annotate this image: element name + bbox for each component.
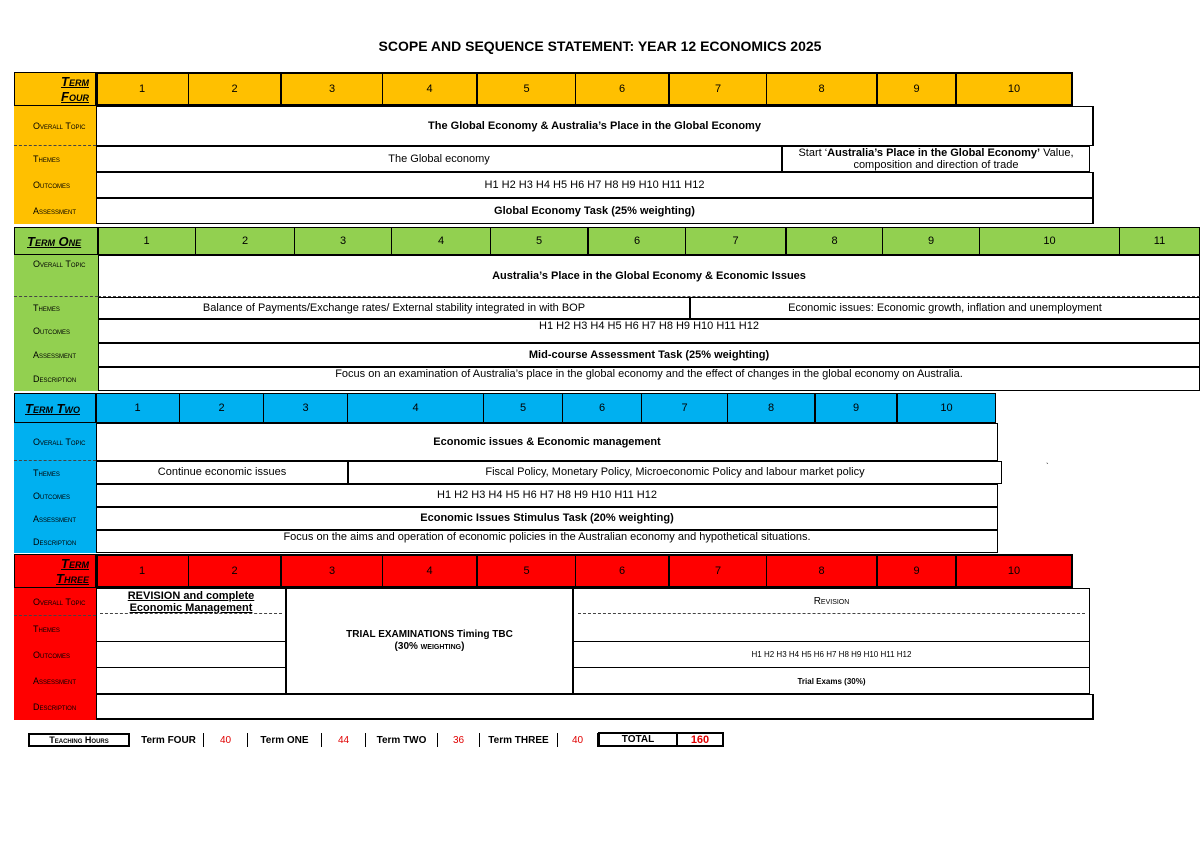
term-three-trial-block bbox=[286, 588, 573, 694]
term-four-outcomes: H1 H2 H3 H4 H5 H6 H7 H8 H9 H10 H11 H12 bbox=[96, 172, 1094, 198]
term-one-outcomes: H1 H2 H3 H4 H5 H6 H7 H8 H9 H10 H11 H12 bbox=[98, 319, 1200, 343]
term-one-outcomes-label: Outcomes bbox=[14, 319, 98, 343]
term-four-theme-2-pre: Start ‘ bbox=[798, 147, 828, 159]
term-two-overall-topic-label: Overall Topic bbox=[14, 423, 96, 461]
term-one-assessment-label: Assessment bbox=[14, 343, 98, 367]
term-two-assessment: Economic Issues Stimulus Task (20% weighting) bbox=[96, 507, 998, 530]
term-four-label-cell bbox=[14, 72, 96, 106]
term-three-trial-line2: (30% weighting) bbox=[394, 641, 465, 652]
term-four-week-9: 9 bbox=[878, 72, 957, 106]
term-two-week-3: 3 bbox=[264, 393, 348, 423]
term-one-week-2: 2 bbox=[196, 227, 295, 255]
term-four-week-7: 7 bbox=[670, 72, 767, 106]
term-one-themes-label: Themes bbox=[14, 297, 98, 319]
term-two-outcomes-label: Outcomes bbox=[14, 484, 96, 507]
term-four-week-6: 6 bbox=[576, 72, 670, 106]
teaching-hours-term-2: Term ONE bbox=[248, 733, 322, 747]
term-three-week-7: 7 bbox=[670, 554, 767, 588]
term-one-week-4: 4 bbox=[392, 227, 491, 255]
term-one-description: Focus on an examination of Australia’s place in the global economy and the effect of changes in the global economy on Australia. bbox=[98, 367, 1200, 391]
term-four-label-a: Term bbox=[61, 74, 89, 89]
term-four-week-8: 8 bbox=[767, 72, 878, 106]
term-three-assessment-label: Assessment bbox=[14, 668, 96, 694]
term-one-week-9: 9 bbox=[883, 227, 980, 255]
term-four-assessment-label: Assessment bbox=[14, 198, 96, 224]
term-four-theme-1: The Global economy bbox=[96, 146, 782, 172]
term-two-week-5: 5 bbox=[484, 393, 563, 423]
term-four-theme-2 bbox=[782, 146, 1090, 172]
term-four-week-1: 1 bbox=[96, 72, 189, 106]
page-title: SCOPE AND SEQUENCE STATEMENT: YEAR 12 ECONOMICS 2025 bbox=[378, 38, 822, 54]
teaching-hours-term-3: Term TWO bbox=[366, 733, 438, 747]
term-four-theme-2-post: Value, composition and direction of trade bbox=[853, 147, 1074, 171]
term-two-week-2: 2 bbox=[180, 393, 264, 423]
term-two-label-cell bbox=[14, 393, 96, 423]
term-two-week-9: 9 bbox=[816, 393, 898, 423]
term-one-week-1: 1 bbox=[98, 227, 196, 255]
term-three-themes-label: Themes bbox=[14, 616, 96, 642]
term-three-outcomes-label: Outcomes bbox=[14, 642, 96, 668]
term-one-week-7: 7 bbox=[686, 227, 787, 255]
term-two-description: Focus on the aims and operation of economic policies in the Australian economy and hypothetical situations. bbox=[96, 530, 998, 553]
term-three-week-1: 1 bbox=[96, 554, 189, 588]
term-one-assessment: Mid-course Assessment Task (25% weighting) bbox=[98, 343, 1200, 367]
term-one-week-3: 3 bbox=[295, 227, 392, 255]
term-one-label: Term One bbox=[27, 233, 82, 249]
term-three-week-6: 6 bbox=[576, 554, 670, 588]
term-three-week-8: 8 bbox=[767, 554, 878, 588]
term-two-overall-topic: Economic issues & Economic management bbox=[96, 423, 998, 461]
term-two-label: Term Two bbox=[25, 400, 80, 416]
teaching-hours-label: Teaching Hours bbox=[28, 733, 130, 747]
term-three-week-10: 10 bbox=[957, 554, 1072, 588]
term-one-overall-topic-label: Overall Topic bbox=[14, 255, 98, 297]
total-label: TOTAL bbox=[598, 732, 678, 747]
term-three-week-3: 3 bbox=[282, 554, 383, 588]
term-one-week-6: 6 bbox=[589, 227, 686, 255]
term-four-outcomes-label: Outcomes bbox=[14, 172, 96, 198]
term-two-themes-label: Themes bbox=[14, 461, 96, 484]
term-three-week-9: 9 bbox=[878, 554, 957, 588]
term-four-week-5: 5 bbox=[478, 72, 576, 106]
term-three-left-divider-2 bbox=[96, 667, 286, 668]
term-four-overall-topic-label: Overall Topic bbox=[14, 106, 96, 146]
term-three-assessment: Trial Exams (30%) bbox=[797, 676, 866, 686]
term-one-overall-topic: Australia’s Place in the Global Economy & Economic Issues bbox=[98, 255, 1200, 297]
term-two-description-label: Description bbox=[14, 530, 96, 553]
term-two-week-6: 6 bbox=[563, 393, 642, 423]
term-one-week-5: 5 bbox=[491, 227, 589, 255]
term-three-week-2: 2 bbox=[189, 554, 282, 588]
term-three-week-5: 5 bbox=[478, 554, 576, 588]
term-three-week-4: 4 bbox=[383, 554, 478, 588]
term-four-overall-topic: The Global Economy & Australia’s Place in the Global Economy bbox=[96, 106, 1094, 146]
term-two-stray-mark: ` bbox=[1046, 462, 1049, 471]
term-three-label-b: Three bbox=[56, 571, 89, 586]
teaching-hours-value-1: 40 bbox=[204, 733, 248, 747]
term-four-themes-label: Themes bbox=[14, 146, 96, 172]
term-three-revision-complete: REVISION and complete Economic Management bbox=[100, 590, 282, 614]
term-four-assessment: Global Economy Task (25% weighting) bbox=[96, 198, 1094, 224]
term-two-outcomes: H1 H2 H3 H4 H5 H6 H7 H8 H9 H10 H11 H12 bbox=[96, 484, 998, 507]
term-three-label-cell bbox=[14, 554, 96, 588]
teaching-hours-value-3: 36 bbox=[438, 733, 480, 747]
term-four-theme-2-bold: Australia’s Place in the Global Economy’ bbox=[827, 147, 1041, 159]
term-three-description bbox=[96, 694, 1094, 720]
term-three-revision: Revision bbox=[578, 590, 1085, 614]
term-one-week-8: 8 bbox=[787, 227, 883, 255]
term-two-assessment-label: Assessment bbox=[14, 507, 96, 530]
total-value: 160 bbox=[678, 732, 724, 747]
teaching-hours-term-1: Term FOUR bbox=[134, 733, 204, 747]
term-two-theme-2: Fiscal Policy, Monetary Policy, Microeconomic Policy and labour market policy bbox=[348, 461, 1002, 484]
term-one-description-label: Description bbox=[14, 367, 98, 391]
term-four-week-4: 4 bbox=[383, 72, 478, 106]
term-three-overall-topic-label: Overall Topic bbox=[14, 588, 96, 616]
term-one-label-cell bbox=[14, 227, 98, 255]
term-three-left-divider-1 bbox=[96, 641, 286, 642]
teaching-hours-value-2: 44 bbox=[322, 733, 366, 747]
term-one-week-11: 11 bbox=[1120, 227, 1200, 255]
term-two-week-7: 7 bbox=[642, 393, 728, 423]
term-two-week-1: 1 bbox=[96, 393, 180, 423]
term-four-week-3: 3 bbox=[282, 72, 383, 106]
term-two-theme-1: Continue economic issues bbox=[96, 461, 348, 484]
term-one-week-10: 10 bbox=[980, 227, 1120, 255]
term-four-week-10: 10 bbox=[957, 72, 1072, 106]
term-three-trial-line1: TRIAL EXAMINATIONS Timing TBC bbox=[346, 629, 513, 640]
term-two-week-10: 10 bbox=[898, 393, 996, 423]
term-one-theme-1: Balance of Payments/Exchange rates/ External stability integrated in with BOP bbox=[98, 297, 690, 319]
teaching-hours-value-4: 40 bbox=[558, 733, 598, 747]
term-one-theme-2: Economic issues: Economic growth, inflation and unemployment bbox=[690, 297, 1200, 319]
term-four-label-b: Four bbox=[61, 89, 89, 104]
term-four-week-2: 2 bbox=[189, 72, 282, 106]
term-two-week-4: 4 bbox=[348, 393, 484, 423]
term-three-description-label: Description bbox=[14, 694, 96, 720]
term-three-outcomes: H1 H2 H3 H4 H5 H6 H7 H8 H9 H10 H11 H12 bbox=[751, 650, 912, 659]
term-three-label-a: Term bbox=[61, 556, 89, 571]
term-two-week-8: 8 bbox=[728, 393, 816, 423]
teaching-hours-term-4: Term THREE bbox=[480, 733, 558, 747]
